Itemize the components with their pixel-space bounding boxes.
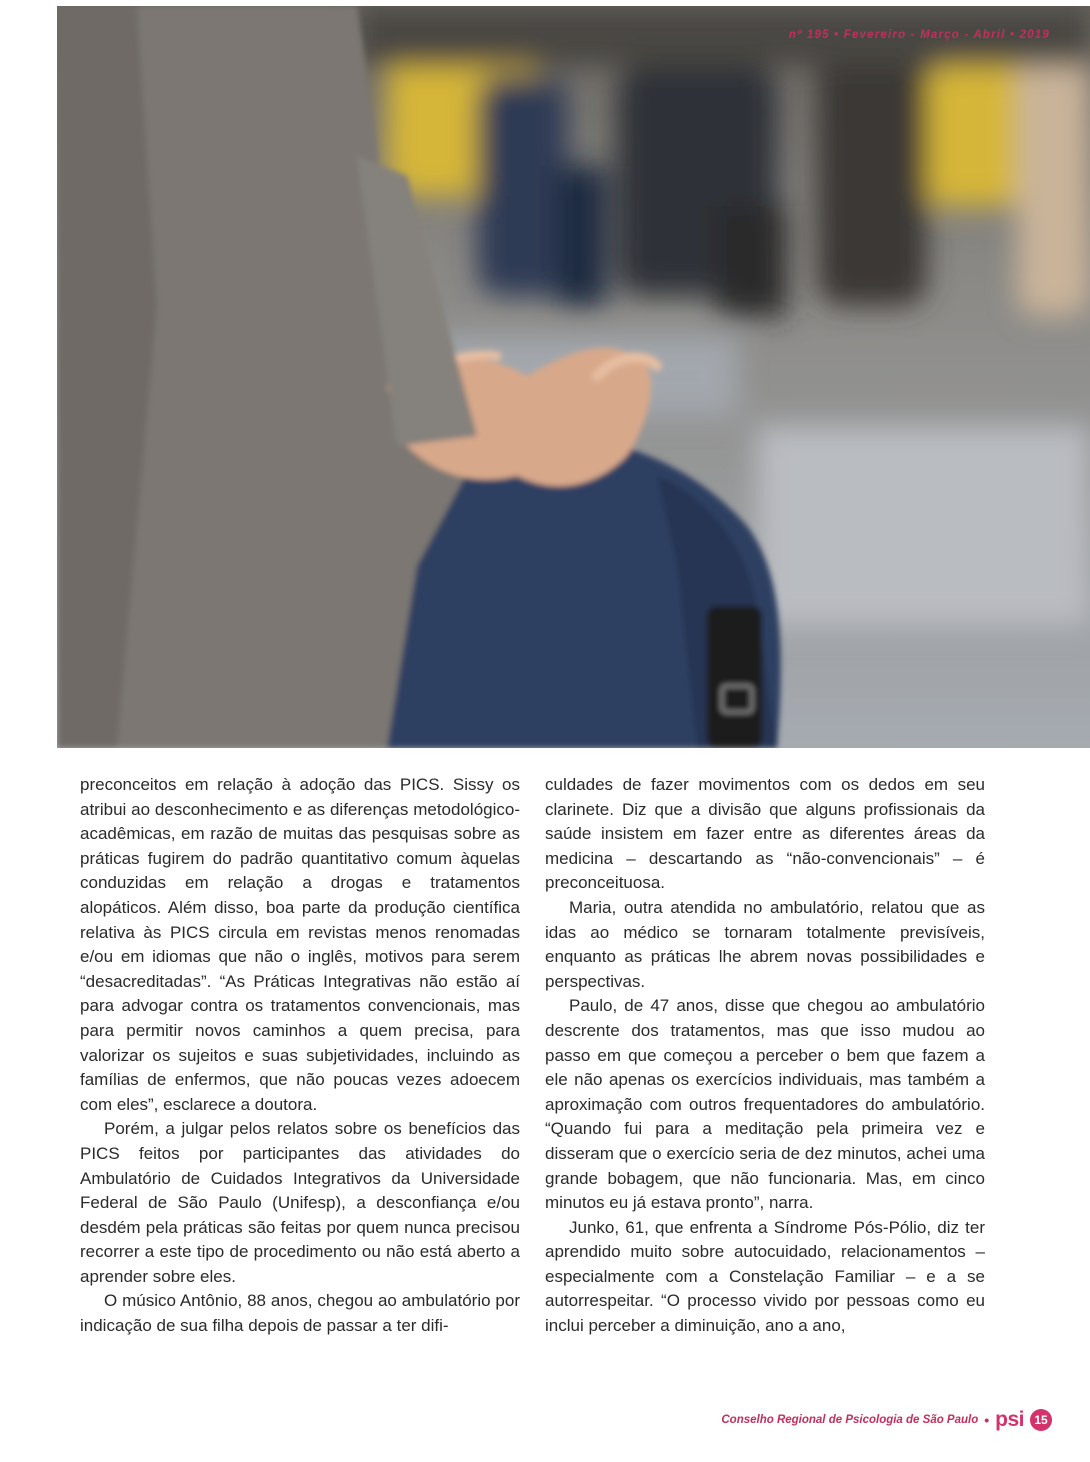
footer-organization: Conselho Regional de Psicologia de São Paulo (721, 1414, 979, 1426)
article-paragraph: O músico Antônio, 88 anos, chegou ao ambulatório por indicação de sua filha depois de passar a ter difi- (80, 1291, 520, 1336)
photo-illustration (57, 6, 1090, 748)
article-paragraph: Maria, outra atendida no ambulatório, relatou que as idas ao médico se tornaram totalmente previsíveis, enquanto as práticas lhe abrem novas possibilidades e perspectivas. (545, 897, 985, 991)
page-number: 15 (1030, 1409, 1052, 1431)
article-paragraph: culdades de fazer movimentos com os dedos em seu clarinete. Diz que a divisão que alguns profissionais da saúde insistem em fazer entre as diferentes áreas da medicina – descartando as “não-convencionais” – é preconceituosa. (545, 775, 985, 893)
article-column-right (545, 773, 985, 1339)
article-paragraph: Junko, 61, que enfrenta a Síndrome Pós-Pólio, diz ter aprendido muito sobre autocuidado, relacionamentos – especialmente com a Constelação Familiar – e a se autorrespeitar. “O processo vivido por pessoas como eu inclui perceber a diminuição, ano a ano, (545, 1217, 985, 1336)
article-paragraph: preconceitos em relação à adoção das PICS. Sissy os atribui ao desconhecimento e as diferenças metodológico-acadêmicas, em razão de muitas das pesquisas sobre as práticas fugirem do padrão quantitativo comum àquelas conduzidas em relação a drogas e tratamentos alopáticos. Além disso, boa parte da produção científica relativa às PICS circula em revistas menos renomadas e/ou em idiomas que não o inglês, motivos para serem “desacreditadas”. “As Práticas Integrativas não estão aí para advogar contra os tratamentos convencionais, mas para permitir novos caminhos a quem precisa, para valorizar os sujeitos e suas subjetividades, incluindo as famílias de enfermos, que não poucas vezes adoecem com eles”, esclarece a doutora. (80, 775, 520, 1114)
footer-brand-logo: psi (995, 1408, 1024, 1431)
footer-separator: • (984, 1412, 990, 1428)
page-footer (721, 1408, 1052, 1432)
issue-line: nº 195 • Fevereiro - Março - Abril • 2019 (788, 29, 1050, 41)
article-paragraph: Paulo, de 47 anos, disse que chegou ao ambulatório descrente dos tratamentos, mas que isso mudou ao passo em que começou a perceber o bem que fazem a ele não apenas os exercícios individuais, mas também a aproximação com outros frequentadores do ambulatório. “Quando fui para a meditação pela primeira vez e disseram que o exercício seria de dez minutos, achei uma grande bobagem, que não funcionaria. Mas, em cinco minutos eu já estava pronto”, narra. (545, 996, 985, 1213)
article-column-left (80, 773, 520, 1339)
header-photo (57, 6, 1090, 748)
article-paragraph: Porém, a julgar pelos relatos sobre os benefícios das PICS feitos por participantes das atividades do Ambulatório de Cuidados Integrativos da Universidade Federal de São Paulo (Unifesp), a desconfiança e/ou desdém pela práticas são feitas por quem nunca precisou recorrer a este tipo de procedimento ou não está aberto a aprender sobre eles. (80, 1119, 520, 1286)
